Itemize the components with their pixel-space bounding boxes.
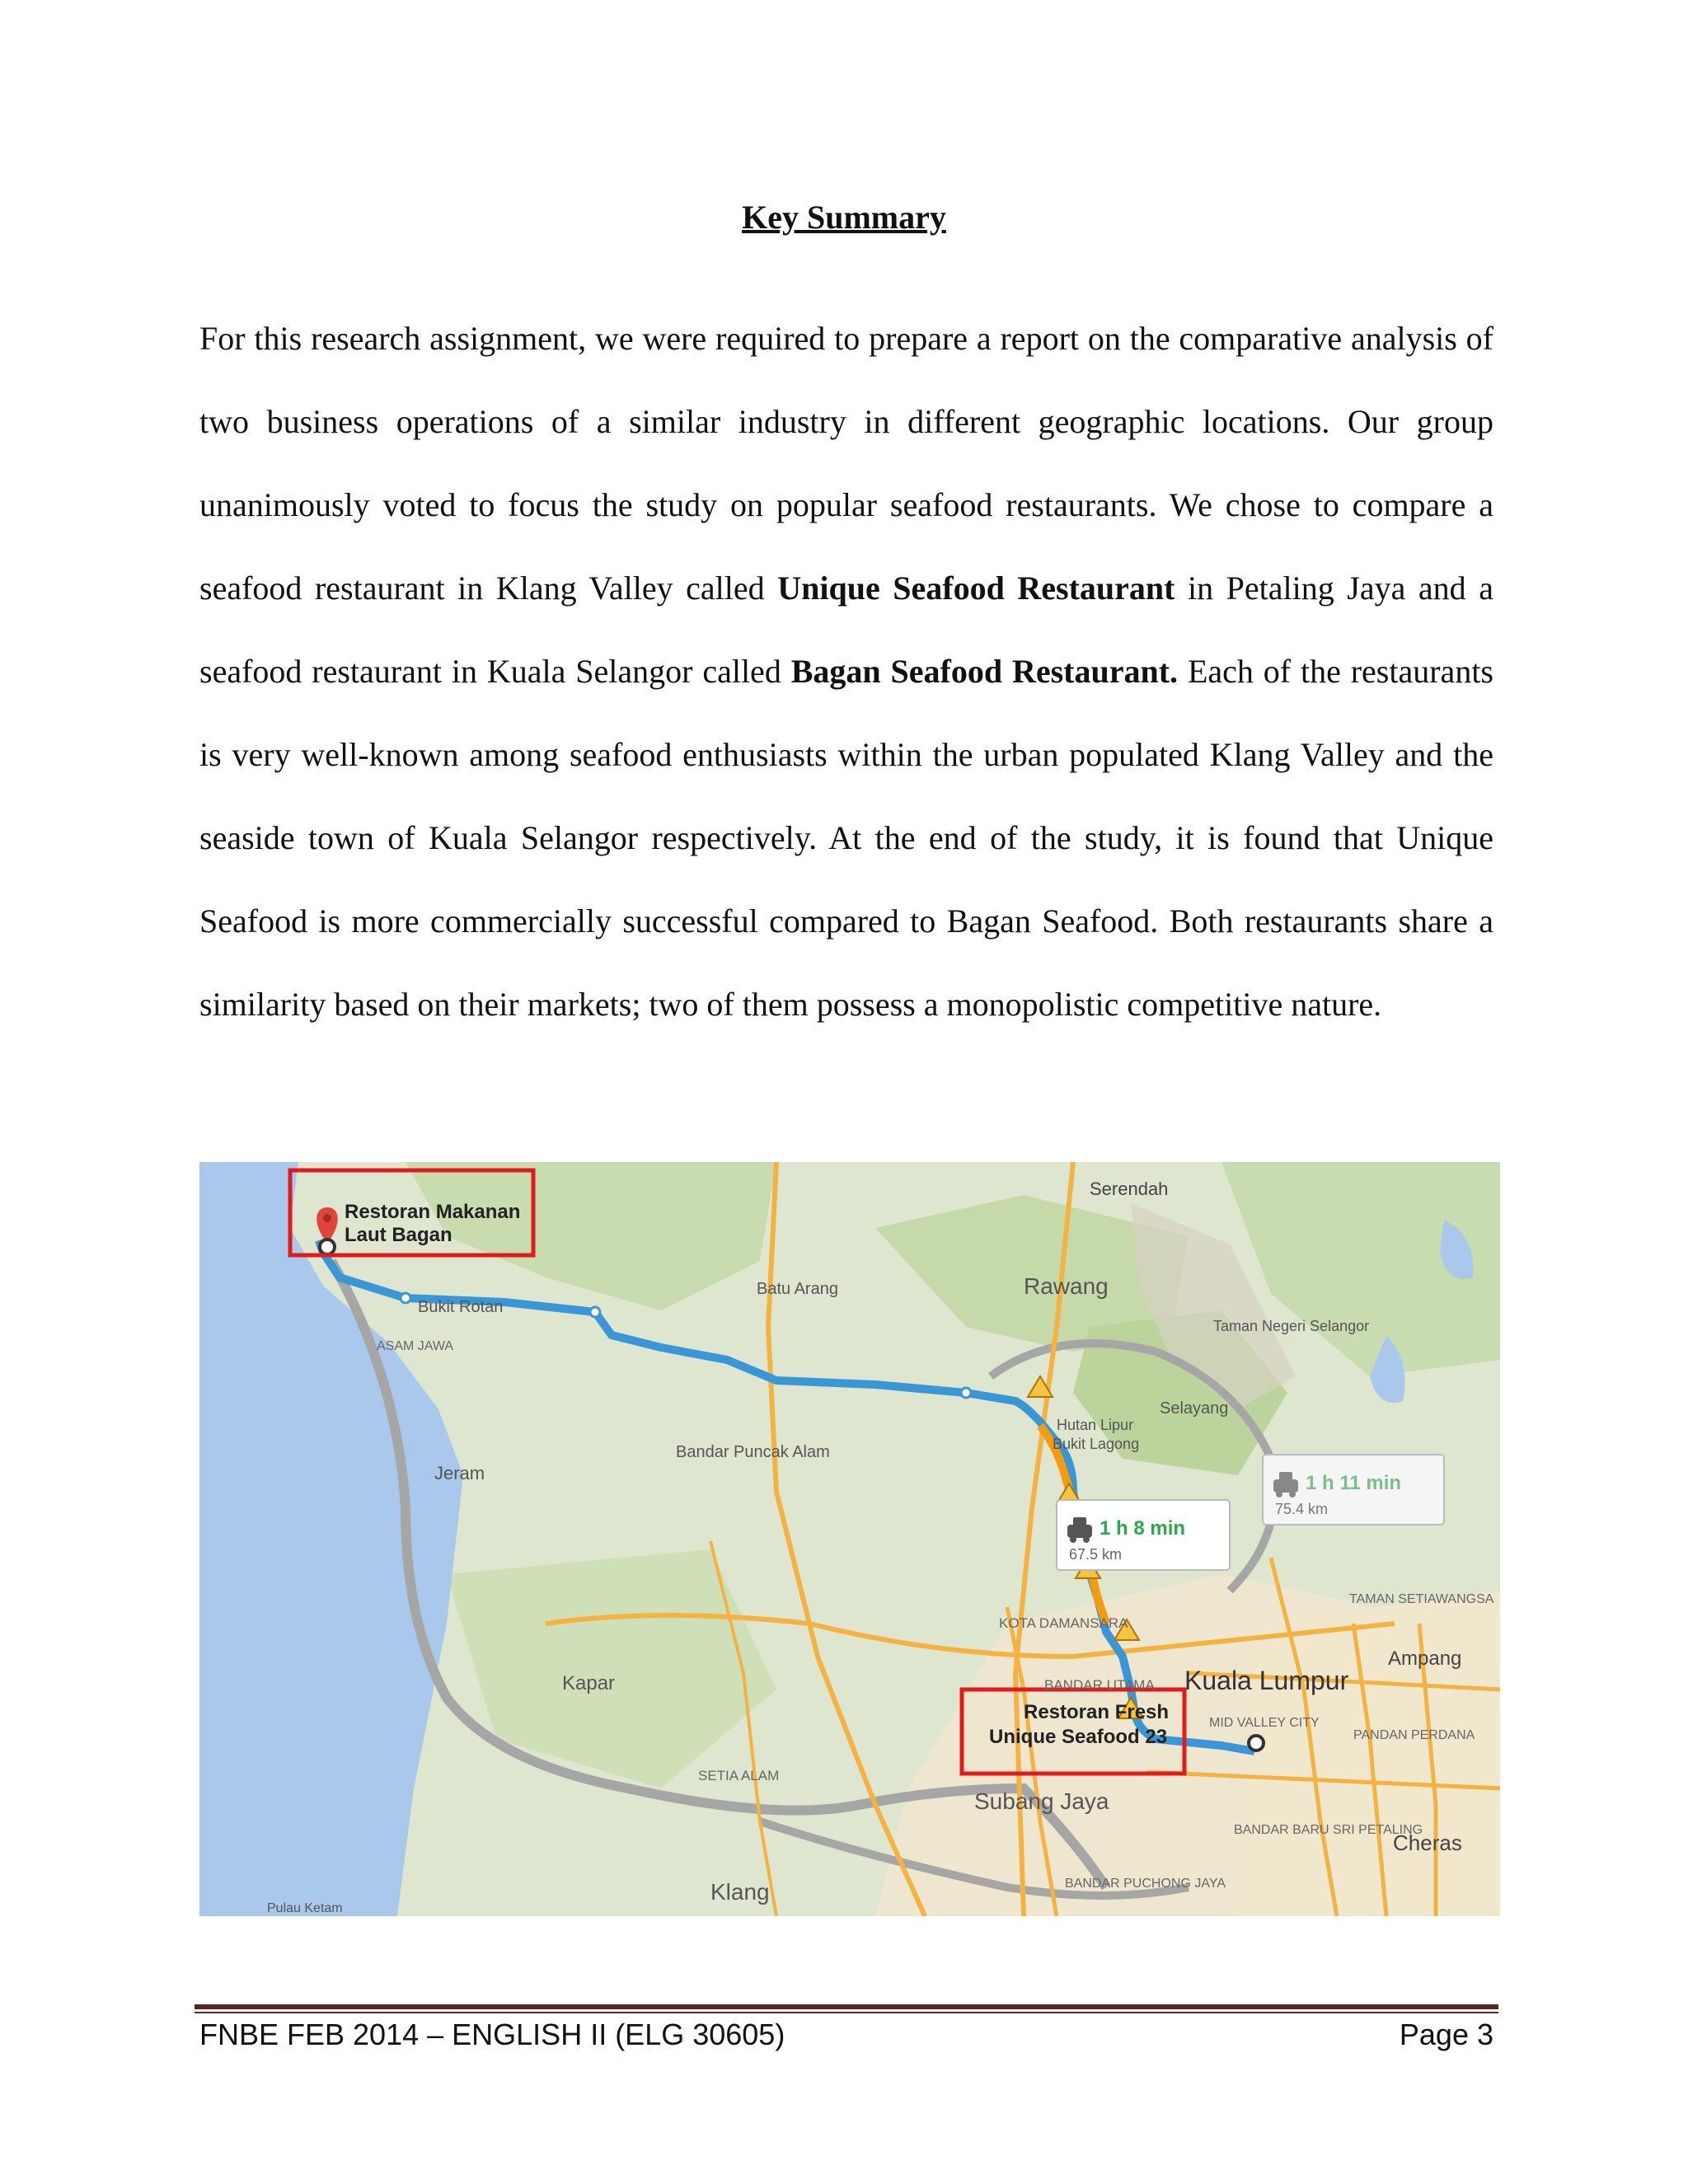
footer-course: FNBE FEB 2014 – ENGLISH II (ELG 30605) bbox=[199, 2018, 785, 2051]
place-kapar: Kapar bbox=[562, 1672, 616, 1694]
restaurant-name-unique: Unique Seafood Restaurant bbox=[777, 569, 1175, 607]
place-batu-arang: Batu Arang bbox=[757, 1280, 838, 1298]
place-rawang: Rawang bbox=[1024, 1273, 1109, 1299]
origin-dot bbox=[320, 1240, 335, 1254]
map-urban-area bbox=[1238, 1591, 1500, 1916]
place-bukit-rotan: Bukit Rotan bbox=[418, 1298, 504, 1316]
destination-label-line1: Restoran Fresh bbox=[1024, 1701, 1170, 1723]
place-setia-alam: SETIA ALAM bbox=[698, 1768, 780, 1783]
footer-page-number: Page 3 bbox=[1399, 2018, 1493, 2051]
place-selayang: Selayang bbox=[1160, 1399, 1229, 1418]
route-info-card-alt[interactable] bbox=[1263, 1455, 1444, 1525]
footer-rule bbox=[195, 2004, 1498, 2009]
destination-label-line2: Unique Seafood 23 bbox=[989, 1726, 1168, 1748]
place-taman-setiawangsa: TAMAN SETIAWANGSA bbox=[1349, 1592, 1494, 1606]
place-subang-jaya: Subang Jaya bbox=[974, 1788, 1109, 1814]
route2-time: 1 h 11 min bbox=[1306, 1472, 1402, 1494]
place-hutan-lipur: Hutan Lipur bbox=[1057, 1417, 1134, 1433]
route-waypoint bbox=[401, 1293, 410, 1303]
page-title: Key Summary bbox=[742, 199, 946, 236]
restaurant-name-bagan: Bagan Seafood Restaurant. bbox=[790, 653, 1179, 690]
place-pulau-ketam: Pulau Ketam bbox=[267, 1901, 343, 1915]
place-jeram: Jeram bbox=[434, 1463, 485, 1483]
place-kota-damansara: KOTA DAMANSARA bbox=[999, 1615, 1128, 1631]
route1-distance: 67.5 km bbox=[1069, 1546, 1123, 1563]
place-ampang: Ampang bbox=[1388, 1647, 1462, 1670]
route2-distance: 75.4 km bbox=[1275, 1501, 1329, 1517]
route-map bbox=[199, 1162, 1500, 1916]
route-waypoint bbox=[961, 1388, 971, 1398]
summary-text-2: in Petaling Jaya and a seafood restaurant in Kuala Selangor called bbox=[199, 569, 1493, 690]
summary-text-1: For this research assignment, we were required to prepare a report on the comparative analysis of two business operations of a similar industry in different geographic locations. Our group unanimously voted to focus the study on popular seafood restaurants. We chose to compare a seafood restaurant in Klang Valley called bbox=[199, 320, 1493, 607]
place-bukit-lagong: Bukit Lagong bbox=[1053, 1436, 1140, 1452]
place-pandan-perdana: PANDAN PERDANA bbox=[1353, 1728, 1475, 1742]
origin-label-line1: Restoran Makanan bbox=[345, 1201, 521, 1223]
route-waypoint bbox=[590, 1307, 600, 1317]
place-bandar-puchong: BANDAR PUCHONG JAYA bbox=[1065, 1877, 1226, 1891]
place-bandar-puncak-alam: Bandar Puncak Alam bbox=[676, 1443, 830, 1461]
place-sri-petaling: BANDAR BARU SRI PETALING bbox=[1234, 1823, 1423, 1837]
place-cheras: Cheras bbox=[1393, 1830, 1462, 1855]
place-bandar-utama: BANDAR UTAMA bbox=[1044, 1677, 1155, 1693]
place-serendah: Serendah bbox=[1090, 1179, 1169, 1199]
place-mid-valley: MID VALLEY CITY bbox=[1209, 1716, 1320, 1730]
destination-dot-icon[interactable] bbox=[1249, 1736, 1264, 1750]
place-asam-jawa: ASAM JAWA bbox=[377, 1339, 454, 1353]
route-info-card[interactable] bbox=[1057, 1500, 1230, 1570]
summary-paragraph bbox=[199, 297, 1493, 1046]
place-klang: Klang bbox=[710, 1879, 770, 1905]
origin-label-line2: Laut Bagan bbox=[345, 1224, 452, 1246]
footer-rule-thin bbox=[195, 2012, 1498, 2013]
summary-text-3: Each of the restaurants is very well-known among seafood enthusiasts within the urban populated Klang Valley and the seaside town of Kuala Selangor respectively. At the end of the study, it is found that Unique Seafood is more commercially successful compared to Bagan Seafood. Both restaurants share a similarity based on their markets; two of them possess a monopolistic competitive nature. bbox=[199, 653, 1493, 1023]
place-kuala-lumpur: Kuala Lumpur bbox=[1184, 1666, 1349, 1695]
map-svg bbox=[199, 1162, 1500, 1916]
route1-time: 1 h 8 min bbox=[1100, 1517, 1186, 1540]
place-taman-negeri: Taman Negeri Selangor bbox=[1213, 1318, 1370, 1334]
